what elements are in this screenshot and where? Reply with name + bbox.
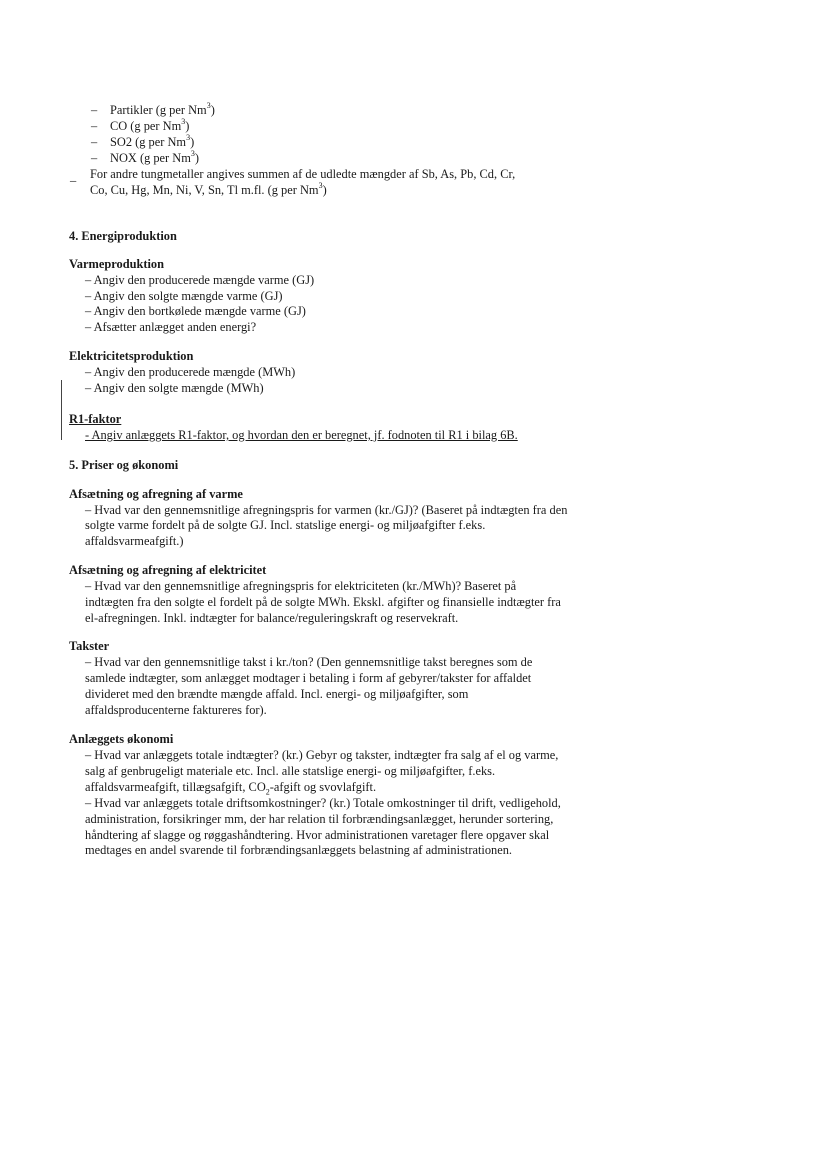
list-item: – Angiv den solgte mængde (MWh) xyxy=(85,381,264,395)
plant-economy-heading: Anlæggets økonomi xyxy=(69,732,174,746)
paragraph-line: divideret med den brændte mængde affald. Incl. energi- og miljøafgifter, som xyxy=(85,687,469,701)
heat-sale-heading: Afsætning og afregning af varme xyxy=(69,487,243,501)
paragraph-line: indtægten fra den solgte el fordelt på de solgte MWh. Ekskl. afgifter og finansielle indtægter fra xyxy=(85,595,561,609)
list-item: – Angiv den producerede mængde varme (GJ) xyxy=(85,273,315,287)
r1-factor-text: - Angiv anlæggets R1-faktor, og hvordan den er beregnet, jf. fodnoten til R1 i bilag 6B. xyxy=(85,428,518,442)
paragraph-line: – Hvad var den gennemsnitlige takst i kr./ton? (Den gennemsnitlige takst beregnes som de xyxy=(85,655,533,669)
paragraph-line: solgte varme fordelt på de solgte GJ. Incl. statslige energi- og miljøafgifter f.eks. xyxy=(85,518,486,532)
paragraph-line: – Hvad var anlæggets totale indtægter? (kr.) Gebyr og takster, indtægter fra salg af el og varme, xyxy=(85,748,559,762)
section-5-title: 5. Priser og økonomi xyxy=(69,458,179,472)
list-dash: – xyxy=(91,103,98,117)
paragraph-line: medtages en andel svarende til forbrændingsanlæggets belastning af administrationen. xyxy=(85,843,513,857)
emission-item-co: CO (g per Nm$^3$) xyxy=(110,116,190,133)
heat-production-heading: Varmeproduktion xyxy=(69,257,165,271)
paragraph-line: affaldsproducenterne faktureres for). xyxy=(85,703,267,717)
emission-item-nox: NOX (g per Nm$^3$) xyxy=(110,148,200,165)
list-item: – Afsætter anlægget anden energi? xyxy=(85,320,257,334)
emission-item-so2: SO2 (g per Nm$^3$) xyxy=(110,132,195,149)
paragraph-line: – Hvad var anlæggets totale driftsomkostninger? (kr.) Totale omkostninger til drift, vedligehold, xyxy=(85,796,561,810)
emission-item-particles: Partikler (g per Nm$^3$) xyxy=(110,100,215,117)
electricity-sale-heading: Afsætning og afregning af elektricitet xyxy=(69,563,267,577)
paragraph-line: salg af genbrugeligt materiale etc. Incl. alle statslige energi- og miljøafgifter, f.eks. xyxy=(85,764,496,778)
metals-line-2: Co, Cu, Hg, Mn, Ni, V, Sn, Tl m.fl. (g per Nm$^3$) xyxy=(90,180,327,197)
list-dash: – xyxy=(91,151,98,165)
paragraph-line: el-afregningen. Inkl. indtægter for balance/reguleringskraft og reservekraft. xyxy=(85,611,459,625)
fees-heading: Takster xyxy=(69,639,110,653)
paragraph-line: håndtering af slagge og røggashåndtering. Hvor administrationen varetager flere opgaver skal xyxy=(85,828,550,842)
list-item: – Angiv den solgte mængde varme (GJ) xyxy=(85,289,283,303)
list-item: – Angiv den bortkølede mængde varme (GJ) xyxy=(85,304,306,318)
list-item: – Angiv den producerede mængde (MWh) xyxy=(85,365,296,379)
r1-factor-heading: R1-faktor xyxy=(69,412,122,426)
metals-line-1: For andre tungmetaller angives summen af de udledte mængder af Sb, As, Pb, Cd, Cr, xyxy=(90,167,516,181)
list-dash: _ xyxy=(70,169,77,183)
paragraph-line: samlede indtægter, som anlægget modtager i betaling i form af gebyrer/takster for affaldet xyxy=(85,671,532,685)
paragraph-line: – Hvad var den gennemsnitlige afregningspris for varmen (kr./GJ)? (Baseret på indtægten fra den xyxy=(85,503,568,517)
paragraph-line: administration, forsikringer mm, der har relation til forbrændingsanlægget, herunder sortering, xyxy=(85,812,554,826)
list-dash: – xyxy=(91,135,98,149)
electricity-production-heading: Elektricitetsproduktion xyxy=(69,349,194,363)
section-4-title: 4. Energiproduktion xyxy=(69,229,177,243)
list-dash: – xyxy=(91,119,98,133)
paragraph-line: affaldsvarmeafgift.) xyxy=(85,534,184,548)
paragraph-line: – Hvad var den gennemsnitlige afregningspris for elektriciteten (kr./MWh)? Baseret på xyxy=(85,579,517,593)
revision-bar xyxy=(61,380,62,440)
paragraph-line: affaldsvarmeafgift, tillægsafgift, $CO_2$-afgift og svovlafgift. xyxy=(85,780,377,797)
